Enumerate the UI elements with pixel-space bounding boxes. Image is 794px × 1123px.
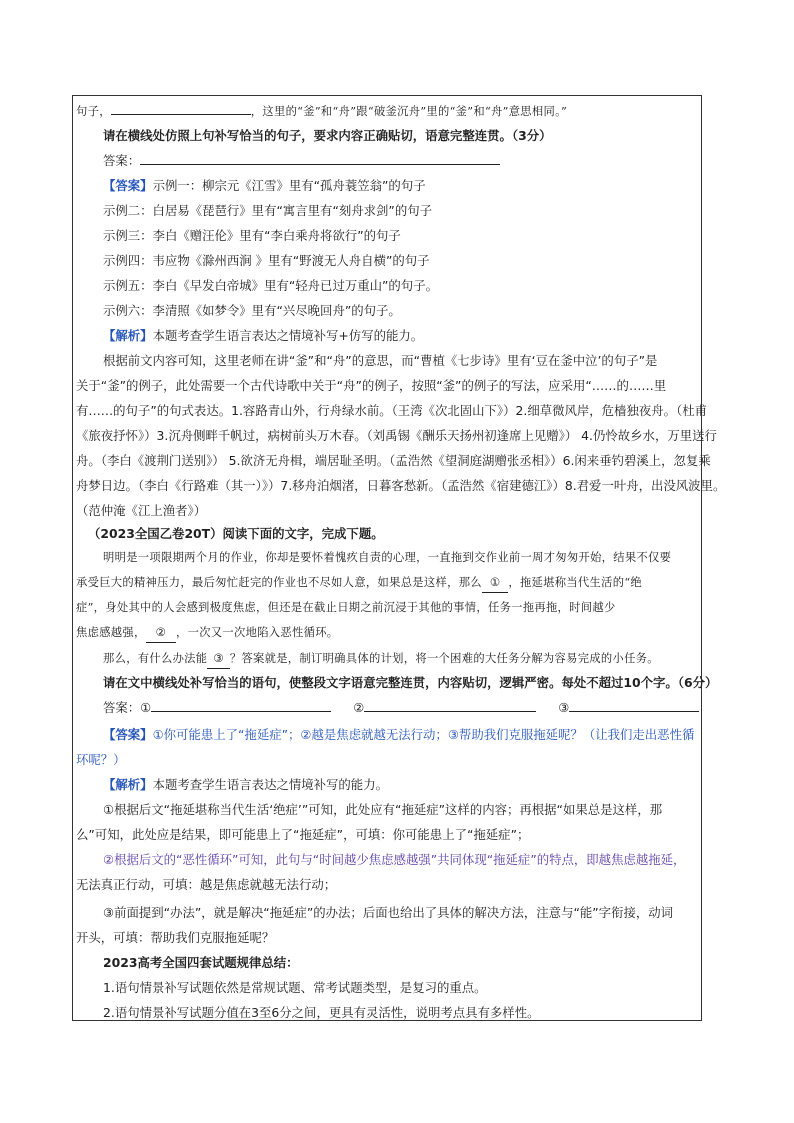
answer-line: 答案：	[103, 152, 500, 170]
analysis-paragraph: 舟。（李白《渡荆门送别》） 5.欲济无舟楫，端居耻圣明。（孟浩然《望洞庭湖赠张丞相》）6.闲来垂钓碧溪上，忽复乘	[76, 453, 711, 468]
analysis-paragraph: ③前面提到“办法”，就是解决“拖延症”的办法；后面也给出了具体的解决方法，注意与“能”字衔接，动词	[103, 905, 674, 920]
analysis-paragraph: 有……的句子”的句式表达。1.容路青山外，行舟绿水前。（王湾《次北固山下》）2.细草微风岸，危樯独夜舟。（杜甫	[76, 403, 707, 418]
analysis-paragraph: 《旅夜抒怀》）3.沉舟侧畔千帆过，病树前头万木春。（刘禹锡《酬乐天扬州初逢席上见赠》） 4.仍怜故乡水，万里送行	[76, 428, 717, 443]
answer-example-2: 示例二：白居易《琵琶行》里有“寓言里有“刻舟求剑”的句子	[103, 203, 433, 218]
answer-blank-2	[364, 699, 536, 712]
analysis-paragraph: 舟梦日边。（李白《行路难（其一）》）7.移舟泊烟渚，日暮客愁新。（孟浩然《宿建德江》）8.君爱一叶舟，出没风波里。	[76, 478, 726, 493]
answer-blank-3	[569, 699, 699, 712]
analysis-paragraph: ②根据后文的“恶性循环”可知，此句与“时间越少焦虑感越强”共同体现“拖延症”的特点，即越焦虑越拖延，	[103, 852, 686, 867]
blank-3: ③	[207, 650, 229, 669]
answer-text: 【答案】①你可能患上了“拖延症”；②越是焦虑就越无法行动；③帮助我们克服拖延呢？（让我们走出恶性循	[103, 727, 695, 742]
analysis-heading: 【解析】本题考查学生语言表达之情境补写的能力。	[103, 777, 388, 792]
answer-example-4: 示例四：韦应物《滁州西涧 》里有“野渡无人舟自横”的句子	[103, 253, 430, 268]
analysis-paragraph: 关于“釜”的例子，此处需要一个古代诗歌中关于“舟”的例子，按照“釜”的例子的写法，应采用“……的……里	[76, 378, 667, 393]
reading-passage: 症”，身处其中的人会感到极度焦虑，但还是在截止日期之前沉浸于其他的事情，任务一拖再拖，时间越少	[76, 601, 616, 614]
answer-example-3: 示例三：李白《赠汪伦》里有“李白乘舟将欲行”的句子	[103, 228, 401, 243]
answer-blank-1	[151, 699, 331, 712]
analysis-paragraph: 么”可知，此处应是结果，即可能患上了“拖延症”，可填：你可能患上了“拖延症”；	[76, 827, 530, 842]
question-instruction: 请在横线处仿照上句补写恰当的句子，要求内容正确贴切，语意完整连贯。（3分）	[103, 128, 552, 143]
reading-passage: 明明是一项限期两个月的作业，你却是要怀着愧疚自责的心理，一直拖到交作业前一周才匆匆开始，结果不仅要	[103, 551, 672, 564]
answer-example-6: 示例六：李清照《如梦令》里有“兴尽晚回舟”的句子。	[103, 303, 401, 318]
analysis-paragraph: 开头，可填：帮助我们克服拖延呢？	[76, 930, 275, 945]
analysis-paragraph: 无法真正行动，可填：越是焦虑就越无法行动；	[76, 877, 337, 892]
answer-line: 答案：① ② ③	[103, 699, 699, 717]
answer-example-5: 示例五：李白《早发白帝城》里有“轻舟已过万重山”的句子。	[103, 278, 438, 293]
summary-item: 1.语句情景补写试题依然是常规试题、常考试题类型，是复习的重点。	[103, 980, 487, 995]
analysis-paragraph: ①根据后文“拖延堪称当代生活‘绝症’”可知，此处应有“拖延症”这样的内容；再根据“如果总是这样，那	[103, 802, 663, 817]
answer-blank	[140, 152, 500, 165]
question-instruction: 请在文中横线处补写恰当的语句，使整段文字语意完整连贯，内容贴切，逻辑严密。每处不超过10个字。（6分）	[103, 675, 718, 690]
analysis-paragraph: 根据前文内容可知，这里老师在讲“釜”和“舟”的意思，而“曹植《七步诗》里有‘豆在釜中泣’的句子”是	[103, 353, 658, 368]
blank-1: ①	[482, 574, 508, 593]
sentence-line: 句子， ，这里的“釜”和“舟”跟“破釜沉舟”里的“釜”和“舟”意思相同。”	[76, 102, 567, 121]
summary-item: 2.语句情景补写试题分值在3至6分之间，更具有灵活性，说明考点具有多样性。	[103, 1005, 540, 1020]
analysis-heading: 【解析】本题考查学生语言表达之情境补写+仿写的能力。	[103, 328, 424, 343]
reading-passage: 那么，有什么办法能 ③ ？答案就是，制订明确具体的计划，将一个困难的大任务分解为容易完成的小任务。	[103, 650, 659, 669]
question-source: （2023全国乙卷20T）阅读下面的文字，完成下题。	[88, 526, 384, 541]
answer-example-1: 【答案】示例一：柳宗元《江雪》里有“孤舟蓑笠翁”的句子	[103, 178, 426, 193]
reading-passage: 承受巨大的精神压力，最后匆忙赶完的作业也不尽如人意，如果总是这样，那么 ① ，拖延堪称当代生活的“绝	[76, 574, 642, 593]
blank-line	[111, 102, 251, 115]
reading-passage: 焦虑感越强， ② ，一次又一次地陷入恶性循环。	[76, 624, 338, 643]
analysis-paragraph: （范仲淹《江上渔者》）	[76, 503, 207, 518]
answer-text: 环呢？）	[76, 752, 126, 767]
blank-2: ②	[146, 624, 176, 643]
summary-heading: 2023高考全国四套试题规律总结：	[103, 955, 299, 970]
